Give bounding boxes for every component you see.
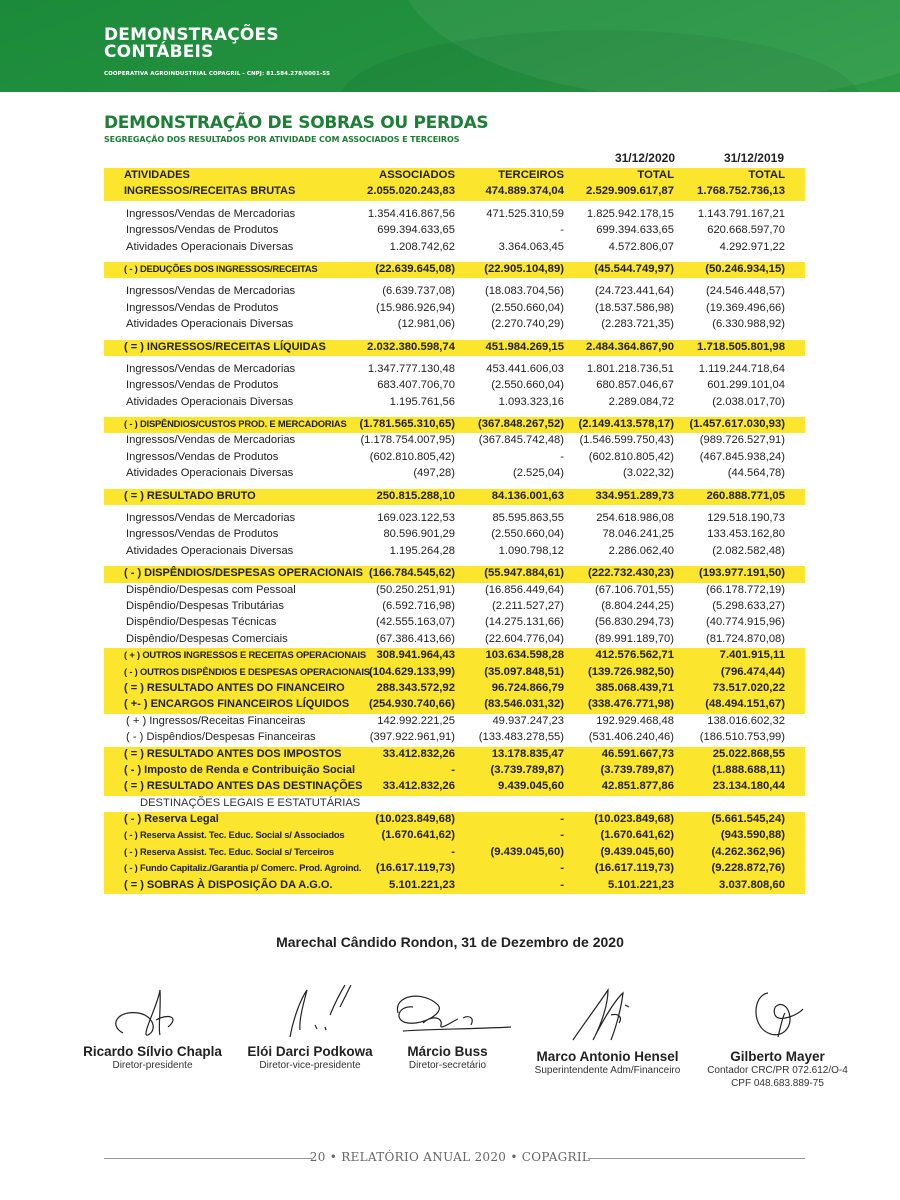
row-label: ( - ) Reserva Legal — [124, 813, 219, 826]
cell-c2: 1.093.323,16 — [498, 395, 564, 408]
cell-c4: TOTAL — [748, 169, 785, 181]
table-row — [104, 207, 805, 223]
cell-c2: 451.984.269,15 — [485, 340, 564, 353]
cell-c1: (602.810.805,42) — [369, 450, 455, 463]
cell-c4: (186.510.753,99) — [699, 731, 785, 744]
cell-c1: (1.670.641,62) — [381, 829, 455, 842]
cell-c4: (6.330.988,92) — [712, 318, 785, 331]
cell-c1: (1.781.565.310,65) — [359, 418, 455, 431]
row-label: Ingressos/Vendas de Produtos — [126, 450, 279, 463]
cell-c4: 4.292.971,22 — [719, 240, 785, 253]
row-label: Dispêndio/Despesas com Pessoal — [126, 583, 296, 596]
cell-c1: 2.055.020.243,83 — [367, 185, 455, 198]
signatory-cpf: CPF 048.683.889-75 — [731, 1078, 824, 1089]
cell-c2: TERCEIROS — [498, 169, 564, 181]
signatory-name: Elói Darci Podkowa — [247, 1044, 373, 1059]
cell-c4: (50.246.934,15) — [705, 262, 785, 275]
cell-c1: 250.815.288,10 — [376, 489, 455, 502]
cell-c2: - — [560, 224, 564, 237]
cell-c4: (1.888.688,11) — [712, 763, 785, 776]
table-row — [104, 583, 805, 599]
cell-c1: - — [451, 845, 455, 858]
cell-c3: (10.023.849,68) — [594, 813, 674, 826]
cell-c2: 49.937.247,23 — [492, 714, 564, 727]
subtotal-row — [104, 861, 805, 877]
cell-c4: (4.262.362,96) — [711, 845, 785, 858]
row-label: ( + ) OUTROS INGRESSOS E RECEITAS OPERACIONAIS — [124, 649, 366, 661]
cell-c4: 23.134.180,44 — [712, 780, 785, 793]
subtotal-row — [104, 812, 805, 828]
cell-c2: - — [560, 829, 564, 842]
table-row — [104, 362, 805, 378]
row-label: Ingressos/Vendas de Mercadorias — [126, 434, 296, 447]
row-label: Ingressos/Vendas de Produtos — [126, 301, 279, 314]
cell-c4: (1.457.617.030,93) — [689, 418, 785, 431]
cell-c1: 288.343.572,92 — [376, 681, 455, 694]
row-label: Atividades Operacionais Diversas — [126, 544, 294, 557]
cell-c2: 13.178.835,47 — [491, 747, 564, 760]
table-row — [104, 284, 805, 300]
cell-c4: (40.774.915,96) — [706, 616, 785, 629]
cell-c2: (2.525,04) — [513, 467, 564, 480]
subtotal-row — [104, 747, 805, 763]
table-row — [104, 301, 805, 317]
cell-c4: (81.724.870,08) — [706, 632, 785, 645]
cell-c2: (367.848.267,52) — [477, 418, 564, 431]
company-identification: COOPERATIVA AGROINDUSTRIAL COPAGRIL - CNPJ: 81.584.278/0001-55 — [104, 71, 331, 77]
cell-c3: TOTAL — [637, 169, 674, 181]
subtotal-row — [104, 763, 805, 779]
cell-c4: 133.453.162,80 — [707, 528, 785, 541]
cell-c4: (44.564,78) — [727, 467, 785, 480]
row-label: Ingressos/Vendas de Mercadorias — [126, 362, 296, 375]
row-label: ( = ) SOBRAS À DISPOSIÇÃO DA A.G.O. — [124, 878, 333, 891]
cell-c2: (9.439.045,60) — [490, 845, 564, 858]
cell-c3: 2.484.364.867,90 — [586, 340, 674, 353]
cell-c2: - — [560, 813, 564, 826]
table-row — [104, 317, 805, 333]
cell-c1: (16.617.119,73) — [375, 862, 455, 875]
table-row — [104, 796, 805, 812]
cell-c1: (104.629.133,99) — [368, 665, 455, 678]
cell-c3: 2.286.062,40 — [608, 544, 674, 557]
cell-c4: 601.299.101,04 — [707, 379, 785, 392]
row-label: ( - ) Reserva Assist. Tec. Educ. Social s/ Terceiros — [124, 845, 334, 857]
cell-c1: 33.412.832,26 — [382, 780, 455, 793]
cell-c1: 5.101.221,23 — [389, 878, 455, 891]
table-row — [104, 395, 805, 411]
subtotal-row — [104, 697, 805, 713]
cell-c1: (6.639.737,08) — [382, 285, 455, 298]
cell-c2: (367.845.742,48) — [478, 434, 564, 447]
cell-c3: 412.576.562,71 — [595, 649, 674, 662]
cell-c1: (6.592.716,98) — [382, 599, 455, 612]
cell-c3: (45.544.749,97) — [594, 262, 674, 275]
cell-c4: 1.119.244.718,64 — [698, 362, 785, 375]
cell-c3: (67.106.701,55) — [595, 583, 674, 596]
cell-c1: 2.032.380.598,74 — [367, 340, 455, 353]
cell-c4: (66.178.772,19) — [706, 583, 785, 596]
cell-c3: (1.546.599.750,43) — [579, 434, 674, 447]
table-row — [104, 511, 805, 527]
cell-c1: (397.922.961,91) — [369, 731, 455, 744]
cell-c2: (35.097.848,51) — [484, 665, 564, 678]
signature-block-vice-president — [230, 985, 390, 1072]
cell-c1: 33.412.832,26 — [382, 747, 455, 760]
row-label: INGRESSOS/RECEITAS BRUTAS — [124, 185, 296, 198]
cell-c3: (338.476.771,98) — [587, 698, 674, 711]
cell-c3: (3.739.789,87) — [600, 763, 674, 776]
subtotal-row — [104, 184, 805, 200]
row-label: ( - ) Imposto de Renda e Contribuição Social — [124, 763, 356, 776]
cell-c4: (989.726.527,91) — [699, 434, 785, 447]
cell-c2: (2.211.527,27) — [492, 599, 564, 612]
financial-statement-table — [104, 168, 805, 894]
cell-c3: 334.951.289,73 — [595, 489, 674, 502]
cell-c3: 46.591.667,73 — [601, 747, 674, 760]
cell-c3: (3.022,32) — [623, 467, 674, 480]
cell-c3: (24.723.441,64) — [595, 285, 674, 298]
subtotal-row — [104, 779, 805, 795]
cell-c3: (8.804.244,25) — [601, 599, 674, 612]
cell-c4: (5.661.545,24) — [711, 813, 785, 826]
table-row — [104, 466, 805, 482]
cell-c1: 1.195.761,56 — [389, 395, 455, 408]
cell-c4: (2.082.582,48) — [712, 544, 785, 557]
cell-c2: (2.550.660,04) — [491, 528, 564, 541]
cell-c3: 4.572.806,07 — [608, 240, 674, 253]
cell-c3: (89.991.189,70) — [595, 632, 674, 645]
table-row — [104, 730, 805, 746]
cell-c1: 1.354.416.867,56 — [367, 207, 455, 220]
cell-c3: (2.283.721,35) — [601, 318, 674, 331]
cell-c4: (796.474,44) — [720, 665, 785, 678]
cell-c4: (2.038.017,70) — [712, 395, 785, 408]
cell-c4: (943.590,88) — [720, 829, 785, 842]
cell-c3: 2.529.909.617,87 — [586, 185, 674, 198]
signature-mark — [553, 985, 663, 1045]
row-label: DESTINAÇÕES LEGAIS E ESTATUTÁRIAS — [140, 796, 361, 809]
cell-c1: 169.023.122,53 — [377, 512, 455, 525]
cell-c1: 683.407.706,70 — [377, 379, 455, 392]
cell-c1: (10.023.849,68) — [375, 813, 455, 826]
cell-c2: 453.441.606,03 — [486, 362, 564, 375]
cell-c2: (3.739.789,87) — [490, 763, 564, 776]
signature-block-secretary — [380, 985, 515, 1072]
subtotal-row — [104, 878, 805, 894]
signature-block-president — [70, 985, 235, 1072]
cell-c1: 1.208.742,62 — [389, 240, 455, 253]
cell-c3: (1.670.641,62) — [600, 829, 674, 842]
cell-c1: (12.981,06) — [397, 318, 455, 331]
row-label: Atividades Operacionais Diversas — [126, 318, 294, 331]
cell-c1: (254.930.740,66) — [368, 698, 455, 711]
cell-c3: 5.101.221,23 — [608, 878, 674, 891]
table-row — [104, 450, 805, 466]
section-title-line1: DEMONSTRAÇÕES — [104, 25, 279, 45]
subtotal-row — [104, 417, 805, 433]
cell-c1: 142.992.221,25 — [377, 714, 455, 727]
row-label: Ingressos/Vendas de Produtos — [126, 224, 279, 237]
cell-c2: 471.525.310,59 — [486, 207, 564, 220]
cell-c3: 78.046.241,25 — [602, 528, 674, 541]
cell-c4: (5.298.633,27) — [712, 599, 785, 612]
row-label: Dispêndio/Despesas Tributárias — [126, 599, 284, 612]
cell-c1: (67.386.413,66) — [376, 632, 455, 645]
cell-c1: 308.941.964,43 — [376, 649, 455, 662]
cell-c1: ASSOCIADOS — [379, 169, 455, 181]
row-label: Dispêndio/Despesas Técnicas — [126, 616, 277, 629]
place-date: Marechal Cândido Rondon, 31 de Dezembro de 2020 — [276, 934, 624, 950]
report-header — [0, 0, 900, 92]
cell-c2: 84.136.001,63 — [491, 489, 564, 502]
row-label: Ingressos/Vendas de Mercadorias — [126, 512, 296, 525]
cell-c3: (2.149.413.578,17) — [578, 418, 674, 431]
page-footer: 20 • RELATÓRIO ANUAL 2020 • COPAGRIL — [309, 1150, 591, 1164]
cell-c2: - — [560, 862, 564, 875]
cell-c2: (22.905.104,89) — [484, 262, 564, 275]
cell-c3: 680.857.046,67 — [596, 379, 674, 392]
cell-c3: 699.394.633,65 — [596, 224, 674, 237]
cell-c1: (166.784.545,62) — [368, 567, 455, 580]
cell-c2: - — [560, 450, 564, 463]
cell-c2: 103.634.598,28 — [485, 649, 564, 662]
date-2019: 31/12/2019 — [723, 151, 784, 165]
cell-c3: (18.537.586,98) — [595, 301, 674, 314]
cell-c1: 699.394.633,65 — [377, 224, 455, 237]
cell-c4: 260.888.771,05 — [706, 489, 785, 502]
row-label: ( + ) Ingressos/Receitas Financeiras — [126, 714, 306, 727]
row-label: ( = ) RESULTADO ANTES DOS IMPOSTOS — [124, 747, 342, 760]
signatory-role: Diretor-presidente — [112, 1060, 193, 1071]
cell-c3: (602.810.805,42) — [588, 450, 674, 463]
row-label: ( +- ) ENCARGOS FINANCEIROS LÍQUIDOS — [124, 698, 350, 711]
cell-c3: (16.617.119,73) — [594, 862, 674, 875]
cell-c3: (9.439.045,60) — [600, 845, 674, 858]
statement-title: DEMONSTRAÇÃO DE SOBRAS OU PERDAS — [104, 113, 489, 133]
cell-c1: (50.250.251,91) — [376, 583, 455, 596]
cell-c4: 25.022.868,55 — [712, 747, 785, 760]
row-label: ( - ) DISPÊNDIOS/CUSTOS PROD. E MERCADORIAS — [124, 418, 347, 430]
signatory-name: Márcio Buss — [407, 1044, 488, 1059]
cell-c4: (24.546.448,57) — [706, 285, 785, 298]
row-label: Atividades Operacionais Diversas — [126, 240, 294, 253]
cell-c1: (42.555.163,07) — [376, 616, 455, 629]
row-label: Ingressos/Vendas de Produtos — [126, 379, 279, 392]
subtotal-row — [104, 681, 805, 697]
cell-c4: (193.977.191,50) — [698, 567, 785, 580]
cell-c1: - — [451, 763, 455, 776]
cell-c1: (1.178.754.007,95) — [360, 434, 455, 447]
cell-c3: (222.732.430,23) — [587, 567, 674, 580]
subtotal-row — [104, 262, 805, 278]
signatory-name: Ricardo Sílvio Chapla — [83, 1044, 222, 1059]
cell-c2: (2.550.660,04) — [491, 379, 564, 392]
table-row — [104, 632, 805, 648]
cell-c2: (133.483.278,55) — [478, 731, 564, 744]
cell-c4: (9.228.872,76) — [711, 862, 785, 875]
row-label: ( - ) DEDUÇÕES DOS INGRESSOS/RECEITAS — [124, 262, 318, 274]
cell-c2: (18.083.704,56) — [485, 285, 564, 298]
subtotal-row — [104, 489, 805, 505]
row-label: Atividades Operacionais Diversas — [126, 395, 294, 408]
cell-c2: (55.947.884,61) — [484, 567, 564, 580]
cell-c3: 385.068.439,71 — [595, 681, 674, 694]
row-label: ( - ) OUTROS DISPÊNDIOS E DESPESAS OPERACIONAIS — [124, 665, 370, 677]
cell-c3: (56.830.294,73) — [595, 616, 674, 629]
row-label: ( = ) RESULTADO ANTES DO FINANCEIRO — [124, 681, 345, 694]
cell-c4: 620.668.597,70 — [707, 224, 785, 237]
cell-c2: 96.724.866,79 — [491, 681, 564, 694]
row-label: Atividades Operacionais Diversas — [126, 467, 294, 480]
cell-c3: 254.618.986,08 — [596, 512, 674, 525]
table-row — [104, 240, 805, 256]
cell-c2: 474.889.374,04 — [485, 185, 564, 198]
cell-c4: 1.143.791.167,21 — [697, 207, 785, 220]
row-label: ( - ) Dispêndios/Despesas Financeiras — [126, 731, 316, 744]
signature-block-superintendent — [520, 985, 695, 1077]
cell-c1: 1.195.264,28 — [389, 544, 455, 557]
cell-c4: 73.517.020,22 — [712, 681, 785, 694]
table-row — [104, 615, 805, 631]
cell-c4: (48.494.151,67) — [705, 698, 785, 711]
row-label: Ingressos/Vendas de Mercadorias — [126, 285, 296, 298]
cell-c4: (467.845.938,24) — [699, 450, 785, 463]
cell-c2: (16.856.449,64) — [485, 583, 564, 596]
cell-c2: (14.275.131,66) — [485, 616, 564, 629]
signatory-role: Diretor-vice-presidente — [259, 1060, 361, 1071]
cell-c4: 1.768.752.736,13 — [697, 185, 785, 198]
row-label: ( - ) Reserva Assist. Tec. Educ. Social s/ Associados — [124, 829, 345, 841]
row-label: ( = ) INGRESSOS/RECEITAS LÍQUIDAS — [124, 340, 326, 353]
table-row — [104, 433, 805, 449]
cell-c2: 85.595.863,55 — [492, 512, 564, 525]
cell-c1: (497,28) — [413, 467, 455, 480]
row-label: ( = ) RESULTADO ANTES DAS DESTINAÇÕES — [124, 780, 363, 793]
cell-c3: 1.825.942.178,15 — [586, 207, 674, 220]
cell-c3: (531.406.240,46) — [588, 731, 674, 744]
cell-c1: 80.596.901,29 — [383, 528, 455, 541]
subtotal-row — [104, 845, 805, 861]
section-title-line2: CONTÁBEIS — [104, 42, 214, 62]
table-header-row — [104, 168, 805, 184]
date-2020: 31/12/2020 — [614, 151, 675, 165]
cell-c1: 1.347.777.130,48 — [367, 362, 455, 375]
signature-mark — [98, 985, 208, 1040]
row-label: Ingressos/Vendas de Produtos — [126, 528, 279, 541]
cell-c2: (2.270.740,29) — [491, 318, 564, 331]
cell-c1: (15.986.926,94) — [376, 301, 455, 314]
cell-c2: 1.090.798,12 — [498, 544, 564, 557]
subtotal-row — [104, 566, 805, 582]
statement-subtitle: SEGREGAÇÃO DOS RESULTADOS POR ATIVIDADE COM ASSOCIADOS E TERCEIROS — [104, 135, 460, 144]
signatory-role: Superintendente Adm/Financeiro — [534, 1065, 681, 1076]
cell-c2: (2.550.660,04) — [491, 301, 564, 314]
signature-mark — [723, 985, 833, 1045]
cell-c2: (22.604.776,04) — [485, 632, 564, 645]
signatory-name: Marco Antonio Hensel — [536, 1049, 679, 1064]
cell-c3: (139.726.982,50) — [587, 665, 674, 678]
signature-mark — [255, 985, 365, 1040]
cell-c2: 9.439.045,60 — [498, 780, 564, 793]
row-label: ( = ) RESULTADO BRUTO — [124, 489, 256, 502]
table-row — [104, 378, 805, 394]
signature-mark — [383, 985, 513, 1040]
table-row — [104, 714, 805, 730]
cell-c4: 129.518.190,73 — [707, 512, 785, 525]
row-label: ( - ) DISPÊNDIOS/DESPESAS OPERACIONAIS — [124, 567, 363, 580]
row-label: ATIVIDADES — [124, 169, 190, 181]
cell-c3: 2.289.084,72 — [608, 395, 674, 408]
subtotal-row — [104, 340, 805, 356]
cell-c2: - — [560, 878, 564, 891]
cell-c4: 138.016.602,32 — [707, 714, 785, 727]
cell-c3: 192.929.468,48 — [596, 714, 674, 727]
cell-c1: (22.639.645,08) — [375, 262, 455, 275]
table-row — [104, 599, 805, 615]
subtotal-row — [104, 648, 805, 664]
cell-c4: 3.037.808,60 — [719, 878, 785, 891]
table-row — [104, 544, 805, 560]
cell-c3: 42.851.877,86 — [601, 780, 674, 793]
subtotal-row — [104, 665, 805, 681]
row-label: Ingressos/Vendas de Mercadorias — [126, 207, 296, 220]
signatory-name: Gilberto Mayer — [730, 1049, 825, 1064]
signatory-role: Contador CRC/PR 072.612/O-4 — [707, 1065, 848, 1076]
cell-c4: (19.369.496,66) — [706, 301, 785, 314]
table-row — [104, 223, 805, 239]
row-label: Dispêndio/Despesas Comerciais — [126, 632, 288, 645]
row-label: ( - ) Fundo Capitaliz./Garantia p/ Comerc. Prod. Agroind. — [124, 862, 362, 874]
cell-c2: (83.546.031,32) — [484, 698, 564, 711]
cell-c3: 1.801.218.736,51 — [586, 362, 674, 375]
table-row — [104, 527, 805, 543]
section-title — [104, 27, 279, 61]
subtotal-row — [104, 828, 805, 844]
cell-c4: 1.718.505.801,98 — [697, 340, 785, 353]
cell-c2: 3.364.063,45 — [498, 240, 564, 253]
signature-block-accountant — [695, 985, 860, 1090]
cell-c4: 7.401.915,11 — [719, 649, 785, 662]
signatory-role: Diretor-secretário — [408, 1060, 487, 1071]
